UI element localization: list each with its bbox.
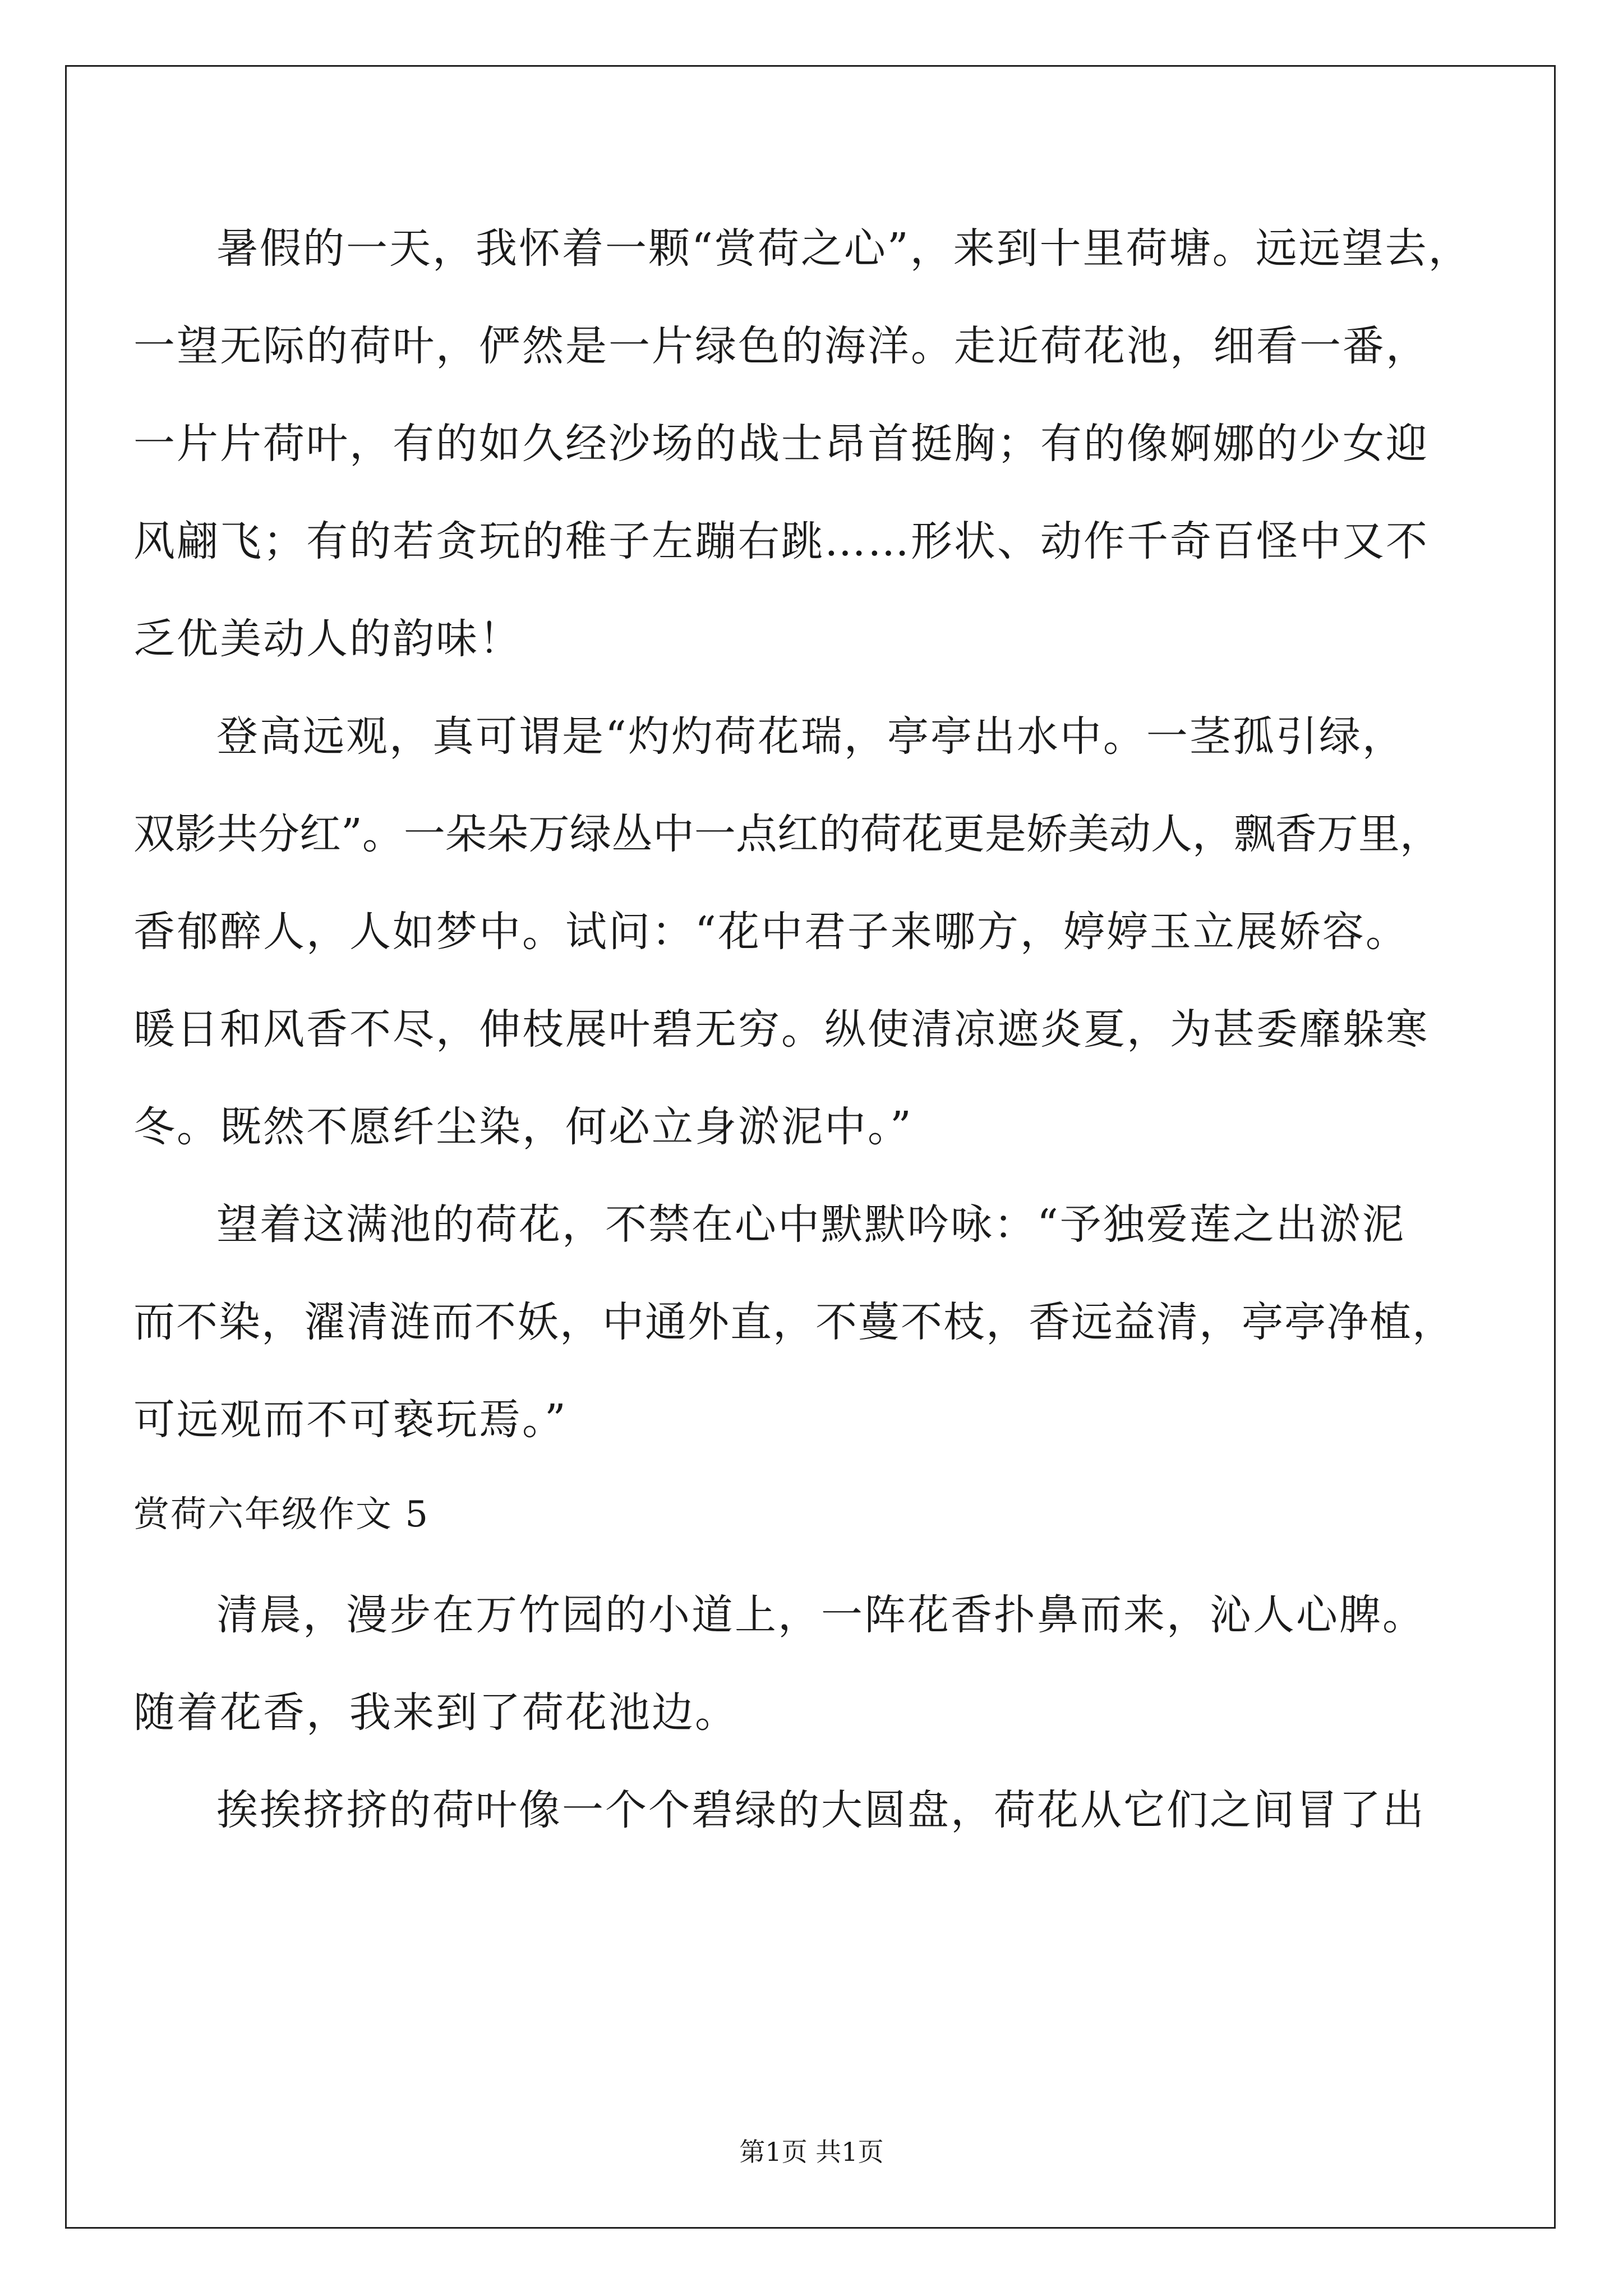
paragraph-3-line-3: 可远观而不可亵玩焉。” <box>133 1396 568 1444</box>
paragraph-3-line-2: 而不染，濯清涟而不妖，中通外直，不蔓不枝，香远益清，亭亭净植， <box>133 1298 1455 1346</box>
paragraph-1-line-1: 暑假的一天，我怀着一颗“赏荷之心”，来到十里荷塘。远远望去， <box>216 224 1472 273</box>
paragraph-2-line-4: 暖日和风香不尽，伸枝展叶碧无穷。纵使清凉遮炎夏，为甚委靡躲寒 <box>133 1005 1429 1053</box>
paragraph-1-line-4: 风翩飞；有的若贪玩的稚子左蹦右跳……形状、动作千奇百怪中又不 <box>133 517 1429 565</box>
paragraph-1-line-3: 一片片荷叶，有的如久经沙场的战士昂首挺胸；有的像婀娜的少女迎 <box>133 420 1429 468</box>
paragraph-4-line-2: 随着花香，我来到了荷花池边。 <box>133 1688 738 1737</box>
paragraph-4-line-1: 清晨，漫步在万竹园的小道上，一阵花香扑鼻而来，沁人心脾。 <box>216 1591 1426 1639</box>
paragraph-2-line-5: 冬。既然不愿纤尘染，何必立身淤泥中。” <box>133 1103 913 1151</box>
paragraph-3-line-1: 望着这满池的荷花，不禁在心中默默吟咏：“予独爱莲之出淤泥 <box>216 1200 1405 1249</box>
paragraph-2-line-3: 香郁醉人，人如梦中。试问：“花中君子来哪方，婷婷玉立展娇容。 <box>133 908 1409 956</box>
section-heading: 赏荷六年级作文 5 <box>133 1494 430 1535</box>
page-footer: 第1页 共1页 <box>739 2137 884 2167</box>
paragraph-1-line-2: 一望无际的荷叶，俨然是一片绿色的海洋。走近荷花池，细看一番， <box>133 322 1429 370</box>
paragraph-5-line-1: 挨挨挤挤的荷叶像一个个碧绿的大圆盘，荷花从它们之间冒了出 <box>216 1786 1426 1834</box>
paragraph-2-line-2: 双影共分红”。一朵朵万绿丛中一点红的荷花更是娇美动人，飘香万里， <box>133 810 1441 858</box>
paragraph-1-line-5: 乏优美动人的韵味！ <box>133 615 522 663</box>
paragraph-2-line-1: 登高远观，真可谓是“灼灼荷花瑞，亭亭出水中。一茎孤引绿， <box>216 712 1405 761</box>
